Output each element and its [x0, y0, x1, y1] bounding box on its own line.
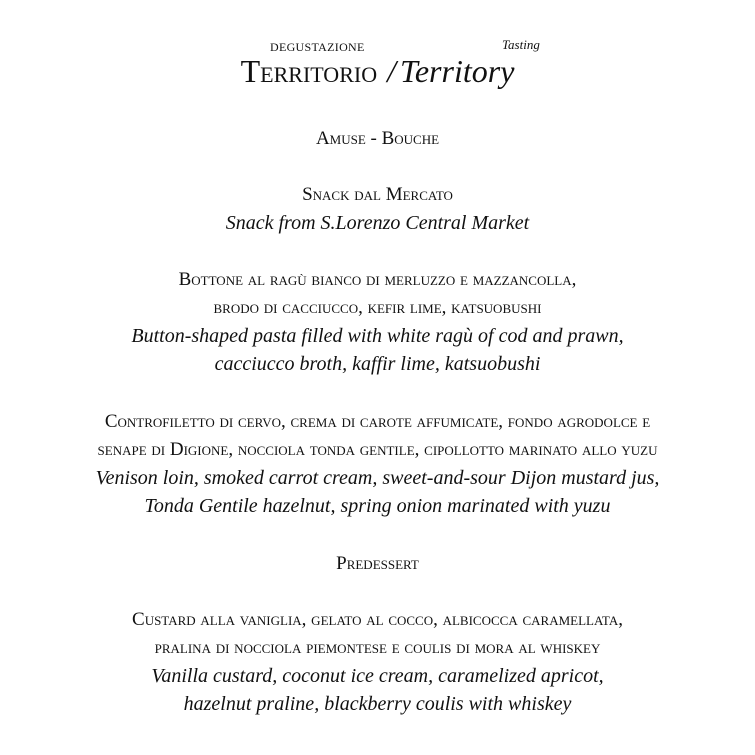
menu-header — [0, 30, 755, 100]
title-separator: / — [387, 53, 396, 89]
subtitle-italian: DEGUSTAZIONE — [270, 40, 365, 54]
course-amuse-bouche — [0, 125, 755, 153]
course-name-italian: Bottone al ragù bianco di merluzzo e mazzancolla, — [178, 269, 577, 290]
course-name-english: Tonda Gentile hazelnut, spring onion marinated with yuzu — [144, 495, 611, 517]
course-custard — [0, 606, 755, 718]
course-name-english: Venison loin, smoked carrot cream, sweet-and-sour Dijon mustard jus, — [95, 467, 660, 489]
course-name-italian: Predessert — [336, 553, 419, 574]
course-name-english: Snack from S.Lorenzo Central Market — [225, 212, 530, 234]
course-snack — [0, 181, 755, 237]
course-name-english: Vanilla custard, coconut ice cream, caramelized apricot, — [151, 665, 604, 687]
course-name-english: cacciucco broth, kaffir lime, katsuobushi — [214, 353, 541, 375]
course-name-italian: Custard alla vaniglia, gelato al cocco, albicocca caramellata, — [132, 609, 623, 630]
course-controfiletto — [0, 408, 755, 520]
menu-title — [0, 52, 755, 90]
course-bottone — [0, 266, 755, 378]
course-name-italian: Controfiletto di cervo, crema di carote affumicate, fondo agrodolce e — [104, 411, 651, 432]
course-name-english: hazelnut praline, blackberry coulis with whiskey — [183, 693, 572, 715]
course-name-italian: brodo di cacciucco, kefir lime, katsuobushi — [213, 297, 542, 318]
title-english: Territory — [399, 53, 515, 89]
title-italian: Territorio — [240, 53, 378, 89]
course-predessert — [0, 550, 755, 578]
course-name-italian: senape di Digione, nocciola tonda gentile, cipollotto marinato allo yuzu — [97, 439, 658, 460]
course-name-italian: pralina di nocciola piemontese e coulis di mora al whiskey — [154, 637, 601, 658]
course-name-italian: Amuse - Bouche — [315, 128, 440, 149]
course-name-english: Button-shaped pasta filled with white ragù of cod and prawn, — [131, 325, 624, 347]
course-name-italian: Snack dal Mercato — [302, 184, 453, 205]
subtitle-english: Tasting — [502, 37, 540, 52]
